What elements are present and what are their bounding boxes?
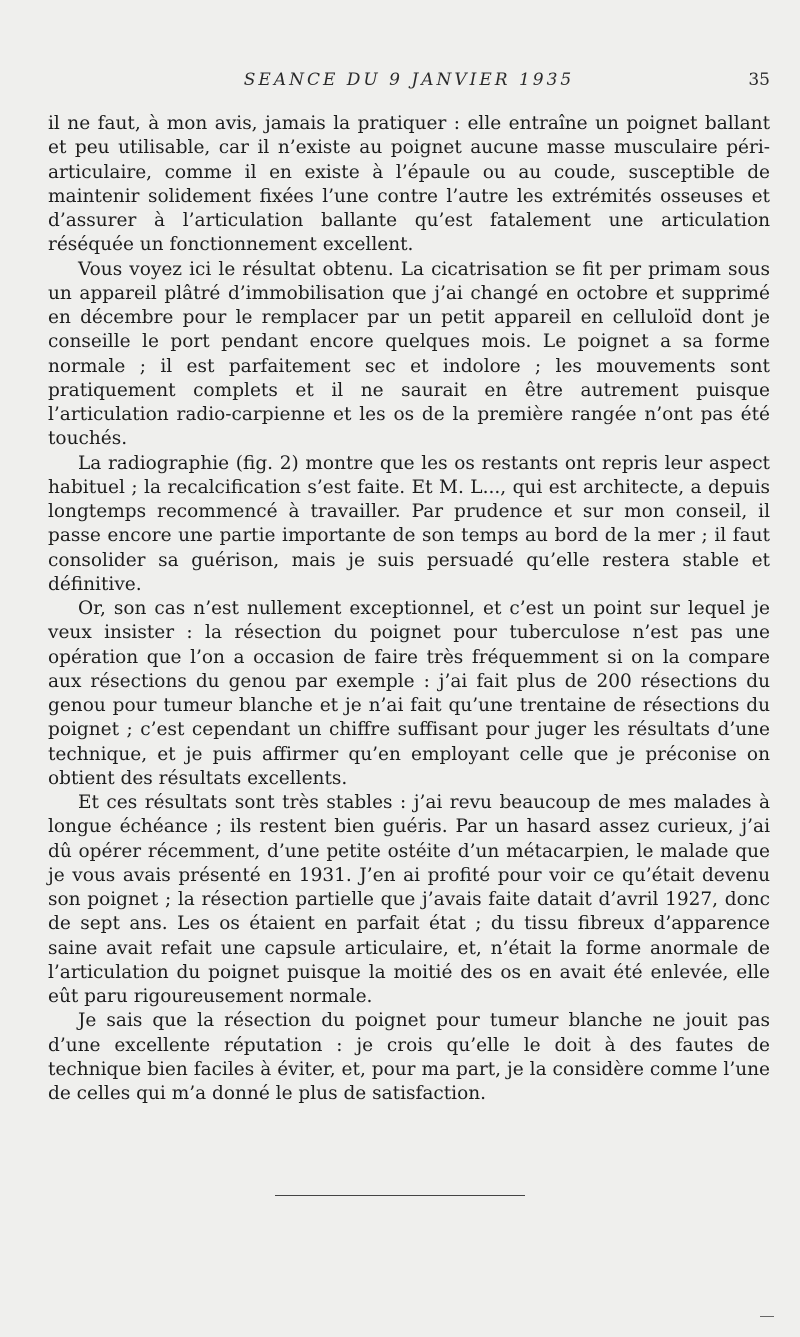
page-number: 35 (748, 70, 770, 90)
paragraph-6: Je sais que la résection du poignet pour tumeur blanche ne jouit pas d’une excellente réputation : je crois qu’elle le doit à des fautes de technique bien faciles à éviter, et, pour ma part, je la considère comme l’une de celles qui m’a donné le plus de satisfaction. (48, 1010, 770, 1104)
running-title: SEANCE DU 9 JANVIER 1935 (243, 70, 575, 90)
paragraph-4: Or, son cas n’est nullement exceptionnel, et c’est un point sur lequel je veux insister : la résection du poignet pour tuberculose n’est pas une opération que l’on a occasion de faire très fréquemment si on la compare aux résections du genou par exemple : j’ai fait plus de 200 résections du genou pour tumeur blanche et je n’ai fait qu’une trentaine de résections du poignet ; c’est cependant un chiffre suffisant pour juger les résultats d’une technique, et je puis affirmer qu’en employant celle que je préconise on obtient des résultats excellents. (48, 598, 770, 789)
section-end-rule (275, 1195, 525, 1196)
page-header (48, 70, 770, 98)
paragraph-2: Vous voyez ici le résultat obtenu. La cicatrisation se fit per primam sous un appareil plâtré d’immobilisation que j’ai changé en octobre et supprimé en décembre pour le remplacer par un petit appareil en celluloïd dont je conseille le port pendant encore quelques mois. Le poignet a sa forme normale ; il est parfaitement sec et indolore ; les mouvements sont pratiquement complets et il ne saurait en être autrement puisque l’articulation radio-carpienne et les os de la première rangée n’ont pas été touchés. (48, 258, 770, 450)
body-text (48, 112, 770, 1106)
paragraph-3: La radiographie (fig. 2) montre que les os restants ont repris leur aspect habituel ; la recalcification s’est faite. Et M. L..., qui est architecte, a depuis longtemps recommencé à travailler. Par prudence et sur mon conseil, il passe encore une partie importante de son temps au bord de la mer ; il faut consolider sa guérison, mais je suis persuadé qu’elle restera stable et définitive. (48, 452, 770, 595)
paragraph-1: il ne faut, à mon avis, jamais la pratiquer : elle entraîne un poignet ballant et peu utilisable, car il n’existe au poignet aucune masse musculaire péri-articulaire, comme il en existe à l’épaule ou au coude, susceptible de maintenir solidement fixées l’une contre l’autre les extrémités osseuses et d’assurer à l’articulation ballante qu’est fatalement une articulation réséquée un fonctionnement excellent. (48, 113, 770, 256)
corner-mark (760, 1316, 774, 1317)
paragraph-5: Et ces résultats sont très stables : j’ai revu beaucoup de mes malades à longue échéance ; ils restent bien guéris. Par un hasard assez curieux, j’ai dû opérer récemment, d’une petite ostéite d’un métacarpien, le malade que je vous avais présenté en 1931. J’en ai profité pour voir ce qu’était devenu son poignet ; la résection partielle que j’avais faite datait d’avril 1927, donc de sept ans. Les os étaient en parfait état ; du tissu fibreux d’apparence saine avait refait une capsule articulaire, et, n’était la forme anormale de l’articulation du poignet puisque la moitié des os en avait été enlevée, elle eût paru rigoureusement normale. (48, 792, 770, 1007)
